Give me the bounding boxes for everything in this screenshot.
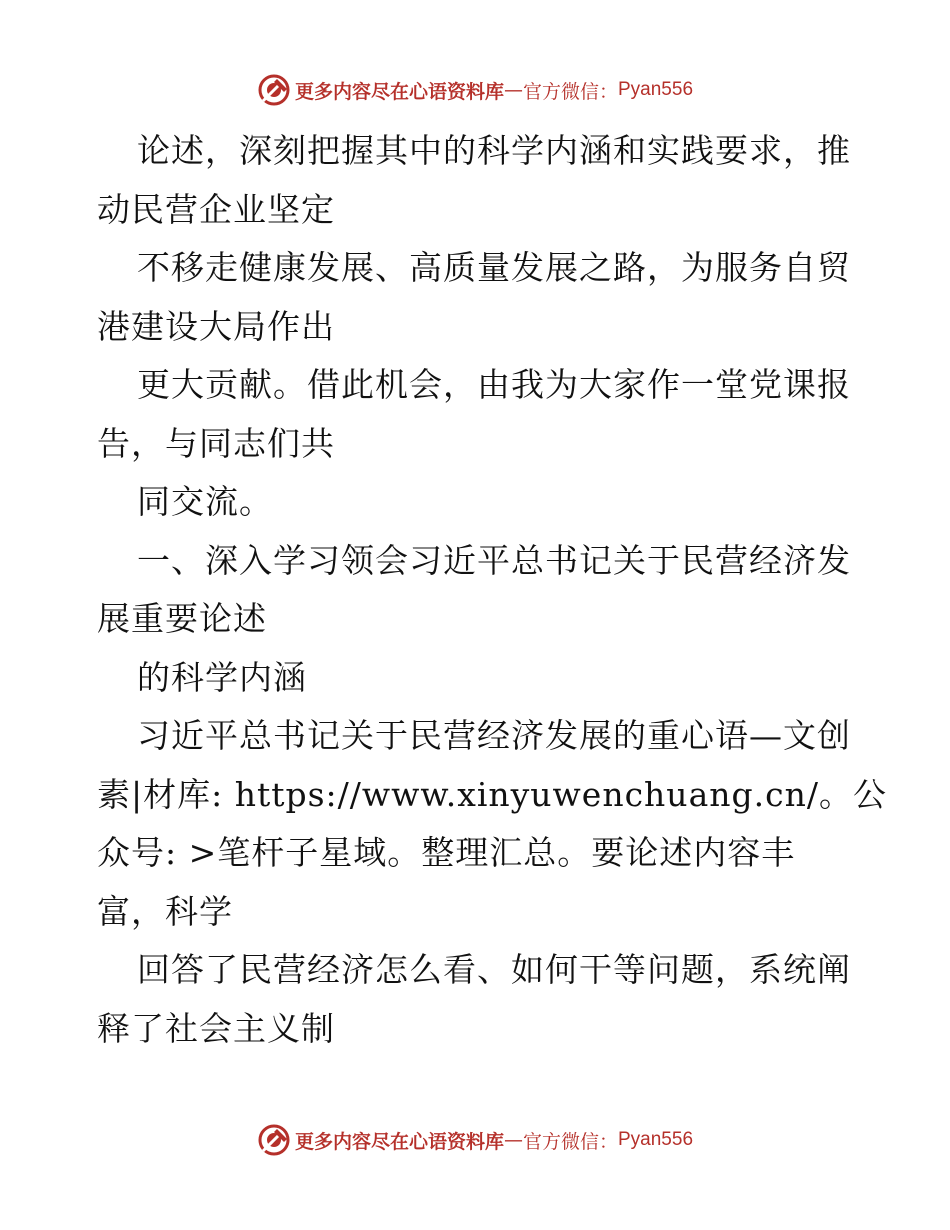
banner-wechat-id: Pyan556 [618, 79, 694, 100]
footer-watermark [0, 1120, 950, 1160]
text-line: 告，与同志们共 [97, 423, 335, 463]
text-line: 的科学内涵 [137, 657, 307, 697]
text-line: 回答了民营经济怎么看、如何干等问题，系统阐 [137, 950, 851, 989]
document-body [97, 122, 887, 1058]
text-line: 一、深入学习领会习近平总书记关于民营经济发 [137, 540, 851, 580]
banner-separator: — [503, 79, 523, 101]
text-line: 释了社会主义制 [97, 1008, 335, 1048]
text-line: 论述，深刻把握其中的科学内涵和实践要求，推 [137, 131, 851, 170]
text-line: 不移走健康发展、高质量发展之路，为服务自贸 [137, 248, 851, 287]
brand-logo-icon [257, 1123, 291, 1157]
text-line: 习近平总书记关于民营经济发展的重心语—文创 [137, 716, 851, 755]
banner-brand-text: 更多内容尽在心语资料库 [294, 1130, 504, 1153]
text-line: 同交流。 [137, 482, 273, 521]
banner-wechat-id: Pyan556 [618, 1129, 694, 1150]
banner-wechat-label: 官方微信： [522, 80, 618, 103]
text-line: 富，科学 [97, 891, 233, 931]
banner-wechat-label: 官方微信： [522, 1130, 618, 1153]
banner-separator: — [503, 1129, 523, 1151]
banner-brand-text: 更多内容尽在心语资料库 [294, 80, 504, 103]
brand-logo-icon [257, 73, 291, 107]
text-line: 港建设大局作出 [97, 306, 335, 346]
text-line: 更大贡献。借此机会，由我为大家作一堂党课报 [137, 365, 851, 404]
text-line: 素|材库: https://www.xinyuwenchuang.cn/。公 [97, 774, 887, 814]
text-line: 动民营企业坚定 [97, 189, 335, 229]
text-line: 展重要论述 [97, 599, 267, 638]
text-line: 众号: >笔杆子星域。整理汇总。要论述内容丰 [97, 833, 796, 872]
header-watermark [0, 70, 950, 110]
